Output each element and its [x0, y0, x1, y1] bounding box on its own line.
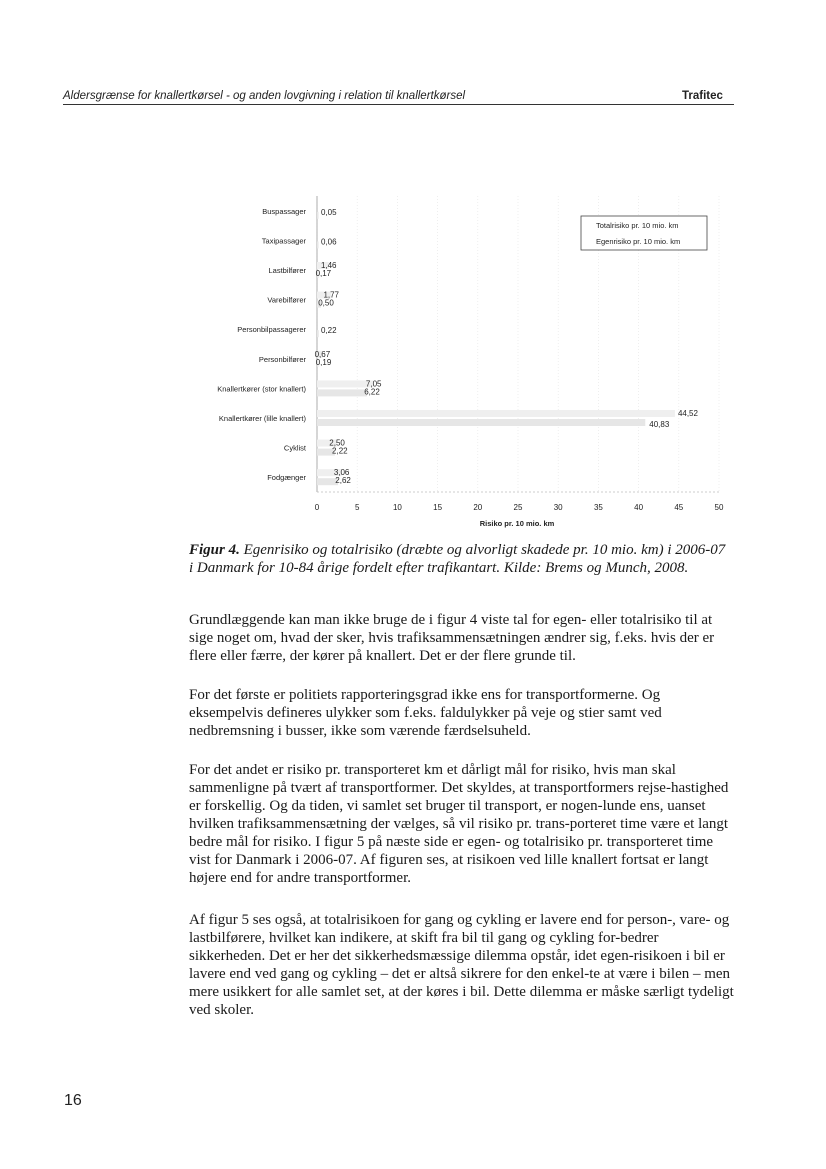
risk-bar-chart	[0, 0, 826, 540]
category-label: Knallertkører (stor knallert)	[217, 384, 306, 394]
data-label-total: 1,77	[323, 290, 340, 300]
figure-caption	[189, 541, 729, 577]
x-tick-label: 10	[392, 503, 402, 512]
data-label-egen: 0,17	[315, 269, 332, 278]
data-label-total: 0,67	[314, 349, 331, 359]
bar-egen	[317, 330, 319, 337]
category-label: Cyklist	[283, 443, 306, 453]
x-axis-title: Risiko pr. 10 mio. km	[479, 519, 555, 528]
x-tick-label: 35	[593, 503, 603, 512]
page-number: 16	[64, 1092, 82, 1109]
x-tick-label: 15	[433, 503, 443, 512]
data-label-egen: 2,22	[332, 446, 348, 456]
category-label: Varebilfører	[267, 295, 306, 305]
data-label-egen: 6,22	[364, 387, 380, 397]
bar-egen	[317, 419, 645, 426]
data-label-total: 1,46	[320, 261, 337, 270]
category-label: Personbilfører	[258, 354, 306, 364]
bar-egen	[317, 241, 319, 248]
legend-entry-total: Totalrisiko pr. 10 mio. km	[596, 221, 679, 230]
data-label-egen: 0,19	[315, 357, 332, 367]
data-label-total: 2,50	[329, 438, 345, 448]
x-tick-label: 20	[473, 503, 483, 512]
data-label-egen: 0,06	[321, 237, 337, 247]
data-label-total: 44,52	[677, 409, 698, 418]
x-tick-label: 25	[513, 503, 523, 512]
figure-caption-text: Egenrisiko og totalrisiko (dræbte og alvorligt skadede pr. 10 mio. km) i 2006-07 i Danmark for 10-84 årige fordelt efter trafikantart. Kilde: Brems og Munch, 2008.	[189, 542, 726, 576]
body-paragraph-3: For det andet er risiko pr. transporteret km et dårligt mål for risiko, hvis man skal sammenligne på tvært af transportformer. Det skyldes, at transportformers rejse-hastighed er forskellig. Og da tiden, vi samlet set bruger til transport, er nogen-lunde ens, uanset hvilken trafiksammensætning der vælges, så vil risiko pr. trans-porteret time være et langt bedre mål for risiko. I figur 5 på næste side er egen- og totalrisiko pr. transporteret time vist for Danmark i 2006-07. Af figuren ses, at risikoen ved lille knallert fortsat er langt højere end for andre transportformer.	[189, 762, 729, 886]
body-paragraph-4: Af figur 5 ses også, at totalrisikoen for gang og cykling er lavere end for person-, vare- og lastbilførere, hvilket kan indikere, at skift fra bil til gang og cykling for-bedrer sikkerheden. Det er her det sikkerhedsmæssige dilemma opstår, idet egen-risikoen i bil er lavere end ved gang og cykling – det er altså sikrere for den enkel-te at være i bilen – men mere usikkert for alle samlet set, at der køres i bil. Dette dilemma er måske særligt tydeligt ved skoler.	[189, 912, 734, 1018]
category-label: Knallertkører (lille knallert)	[218, 414, 306, 423]
bar-egen	[317, 212, 319, 219]
data-label-egen: 0,22	[321, 326, 337, 336]
category-label: Fodgænger	[267, 473, 306, 483]
category-label: Lastbilfører	[268, 266, 306, 275]
chart-legend	[581, 216, 707, 250]
data-label-total: 7,05	[365, 379, 382, 389]
category-label: Personbilpassagerer	[237, 325, 306, 335]
data-label-egen: 40,83	[649, 420, 670, 429]
figure-caption-label: Figur 4.	[189, 542, 240, 558]
body-paragraph-2: For det første er politiets rapporteringsgrad ikke ens for transportformerne. Og eksempelvis defineres ulykker som f.eks. faldulykker på veje og stier samt ved nedbremsning i busser, ikke som værende færdselsuheld.	[189, 687, 662, 739]
category-label: Buspassager	[262, 206, 306, 216]
running-header-title: Aldersgrænse for knallertkørsel - og anden lovgivning i relation til knallertkørsel	[63, 90, 466, 102]
body-paragraph-1: Grundlæggende kan man ikke bruge de i figur 4 viste tal for egen- eller totalrisiko til at sige noget om, hvad der sker, hvis trafiksammensætningen ændrer sig, f.eks. hvis der er flere eller færre, der kører på knallert. Det er der flere grunde til.	[189, 612, 715, 664]
x-tick-label: 50	[714, 503, 724, 512]
x-tick-label: 0	[314, 503, 320, 512]
x-tick-label: 5	[354, 503, 360, 512]
data-label-egen: 0,05	[321, 207, 337, 217]
category-label: Taxipassager	[261, 236, 306, 246]
x-tick-label: 30	[553, 503, 563, 512]
x-tick-label: 40	[634, 503, 644, 512]
legend-entry-egen: Egenrisiko pr. 10 mio. km	[596, 237, 681, 246]
data-label-egen: 0,50	[318, 298, 334, 308]
x-tick-label: 45	[674, 503, 684, 512]
data-label-egen: 2,62	[335, 476, 351, 486]
running-header-org: Trafitec	[682, 90, 723, 102]
bar-total	[317, 410, 675, 417]
data-label-total: 3,06	[333, 468, 350, 478]
bar-egen	[317, 389, 367, 396]
